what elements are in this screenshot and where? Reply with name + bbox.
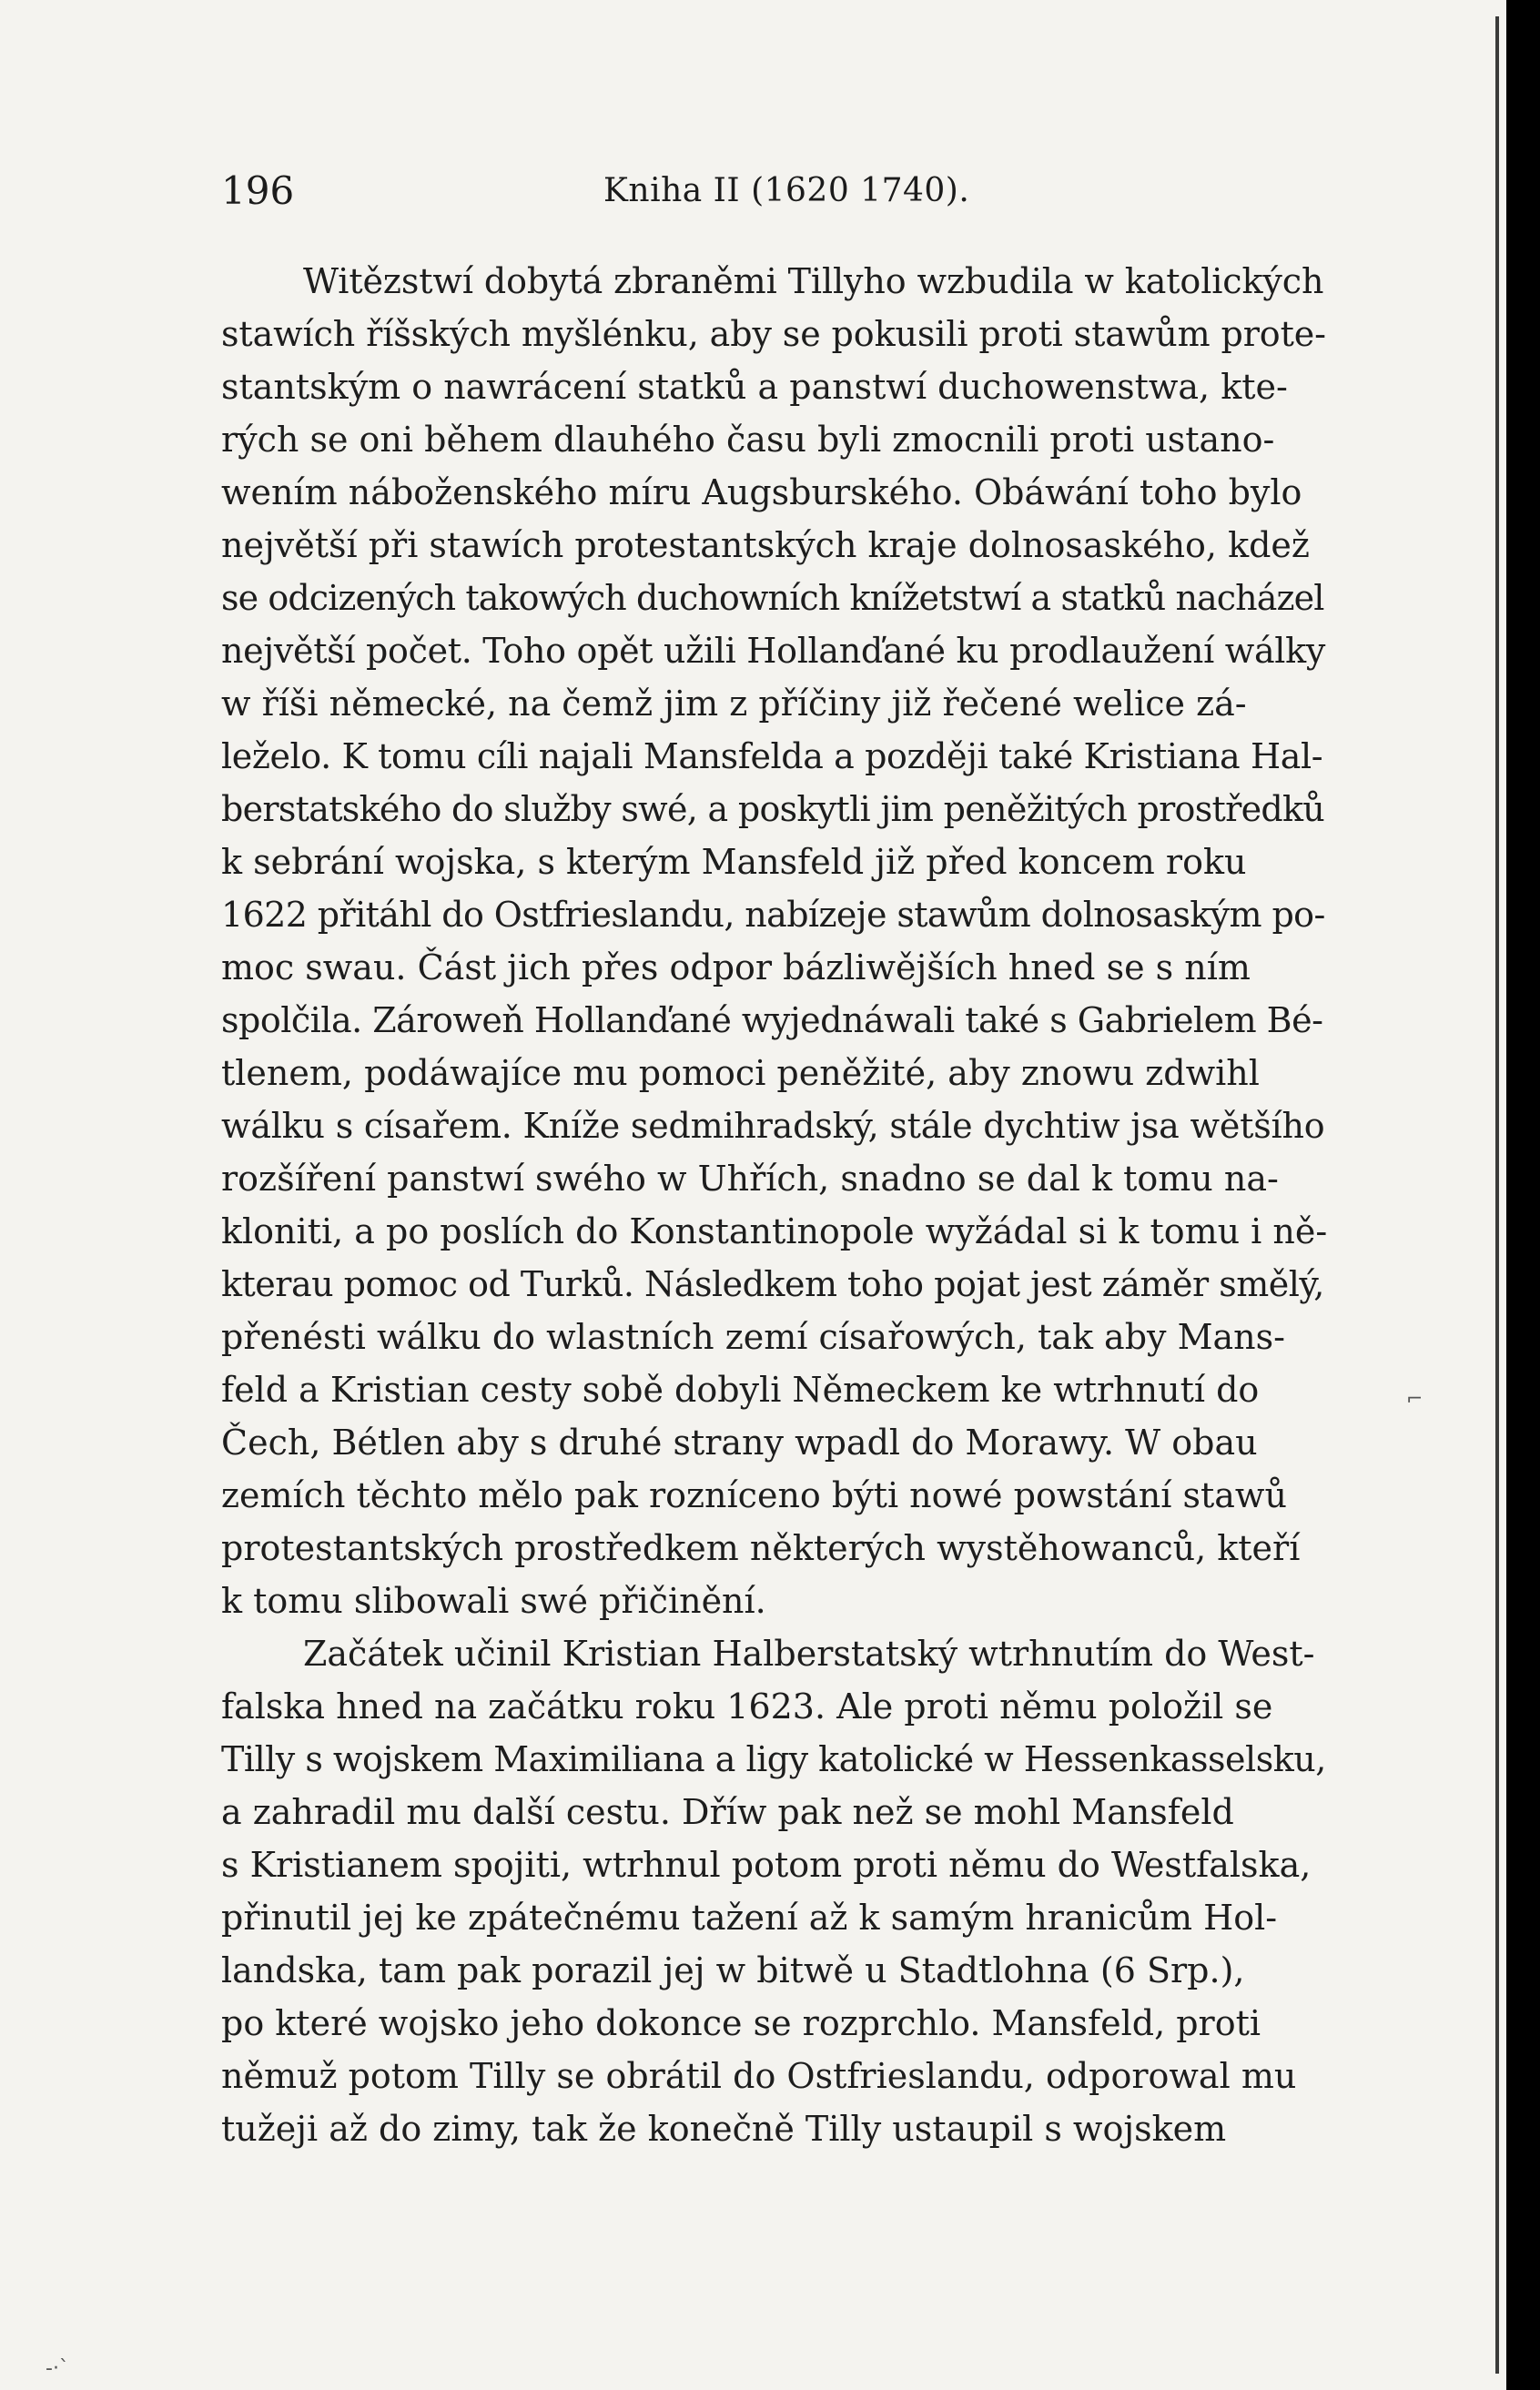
text-line: wálku s císařem. Kníže sedmihradský, stále dychtiw jsa wětšího: [221, 1106, 1325, 1146]
text-line: přenésti wálku do wlastních zemí císařowých, tak aby Mans-: [221, 1317, 1285, 1357]
text-line: Tilly s wojskem Maximiliana a ligy katolické w Hessenkasselsku,: [221, 1739, 1326, 1779]
text-line: a zahradil mu další cestu. Dříw pak než se mohl Mansfeld: [221, 1792, 1234, 1832]
text-line: feld a Kristian cesty sobě dobyli Německem ke wtrhnutí do: [221, 1370, 1260, 1410]
text-line: s Kristianem spojiti, wtrhnul potom proti němu do Westfalska,: [221, 1845, 1312, 1885]
paragraph: [221, 1627, 1327, 2155]
text-line: leželo. K tomu cíli najali Mansfelda a později také Kristiana Hal-: [221, 736, 1323, 776]
text-line: tužeji až do zimy, tak že konečně Tilly ustaupil s wojskem: [221, 2109, 1227, 2149]
running-head: Kniha II (1620 1740).: [603, 172, 970, 209]
scan-edge: [1495, 16, 1499, 2374]
text-line: kterau pomoc od Turků. Následkem toho pojat jest záměr smělý,: [221, 1264, 1324, 1304]
text-line: Čech, Bétlen aby s druhé strany wpadl do Morawy. W obau: [221, 1423, 1258, 1463]
scan-mark: ⌐: [1406, 1388, 1423, 1411]
text-line: rozšíření panstwí swého w Uhřích, snadno se dal k tomu na-: [221, 1159, 1279, 1199]
text-line: kloniti, a po poslích do Konstantinopole wyžádal si k tomu i ně-: [221, 1211, 1327, 1251]
text-line: stantským o nawrácení statků a panstwí duchowenstwa, kte-: [221, 367, 1288, 407]
text-line: se odcizených takowých duchowních knížetstwí a statků nacházel: [221, 578, 1324, 618]
text-line: 1622 přitáhl do Ostfrieslandu, nabízeje stawům dolnosaským po-: [221, 895, 1325, 935]
text-line: berstatského do služby swé, a poskytli jim peněžitých prostředků: [221, 789, 1325, 829]
text-line: falska hned na začátku roku 1623. Ale proti němu položil se: [221, 1686, 1273, 1727]
text-line: zemích těchto mělo pak rozníceno býti nowé powstání stawů: [221, 1475, 1287, 1515]
page-header: [221, 164, 1327, 218]
text-line: tlenem, podáwajíce mu pomoci peněžité, aby znowu zdwihl: [221, 1053, 1260, 1093]
text-line: landska, tam pak porazil jej w bitwě u Stadtlohna (6 Srp.),: [221, 1950, 1245, 1990]
text-line: po které wojsko jeho dokonce se rozprchlo. Mansfeld, proti: [221, 2003, 1261, 2043]
text-line: rých se oni během dlauhého času byli zmocnili proti ustano-: [221, 420, 1275, 460]
text-line: protestantských prostředkem některých wystěhowanců, kteří: [221, 1528, 1301, 1568]
text-line: přinutil jej ke zpátečnému tažení až k samým hranicům Hol-: [221, 1898, 1278, 1938]
text-line: w říši německé, na čemž jim z příčiny již řečené welice zá-: [221, 684, 1247, 724]
text-line: k tomu slibowali swé přičinění.: [221, 1581, 766, 1621]
scan-mark: -·`: [46, 2357, 69, 2380]
text-line: Začátek učinil Kristian Halberstatský wtrhnutím do West-: [303, 1634, 1315, 1674]
page-body: [221, 255, 1327, 2155]
text-line: moc swau. Část jich přes odpor bázliwějších hned se s ním: [221, 947, 1251, 987]
page-number: 196: [221, 168, 295, 213]
text-line: stawích říšských myšlénku, aby se pokusili proti stawům prote-: [221, 314, 1326, 354]
text-line: spolčila. Zároweň Hollanďané wyjednáwali také s Gabrielem Bé-: [221, 1000, 1323, 1040]
paragraph: [221, 255, 1327, 1627]
text-line: největší při stawích protestantských kraje dolnosaského, kdež: [221, 525, 1310, 565]
text-line: wením náboženského míru Augsburského. Obáwání toho bylo: [221, 472, 1302, 512]
text-line: němuž potom Tilly se obrátil do Ostfrieslandu, odporowal mu: [221, 2056, 1297, 2096]
text-line: k sebrání wojska, s kterým Mansfeld již před koncem roku: [221, 842, 1247, 882]
text-line: Witězstwí dobytá zbraněmi Tillyho wzbudila w katolických: [303, 261, 1324, 301]
text-line: největší počet. Toho opět užili Hollanďané ku prodlaužení wálky: [221, 631, 1326, 671]
